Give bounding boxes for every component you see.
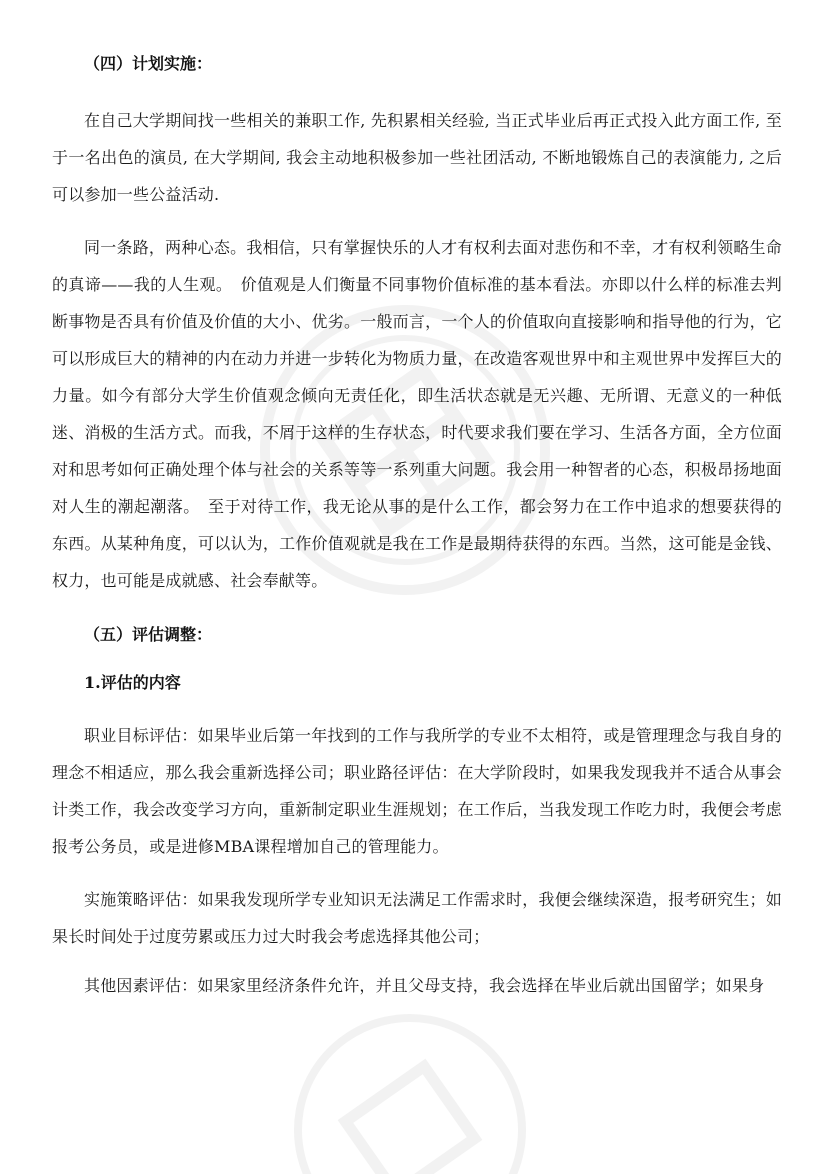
section-four-heading: （四）计划实施： bbox=[84, 54, 213, 73]
section-five-paragraph-3: 其他因素评估：如果家里经济条件允许，并且父母支持，我会选择在毕业后就出国留学；如果身 bbox=[84, 976, 765, 995]
section-five-paragraph-1: 职业目标评估：如果毕业后第一年找到的工作与我所学的专业不太相符，或是管理理念与我自身的理念不相适应，那么我会重新选择公司；职业路径评估：在大学阶段时，如果我发现我并不适合从事会计类工作，我会改变学习方向，重新制定职业生涯规划；在工作后，当我发现工作吃力时，我便会考虑报考公务员，或是进修MBA课程增加自己的管理能力。 bbox=[52, 726, 782, 856]
section-five-heading: （五）评估调整： bbox=[84, 625, 213, 644]
document-body bbox=[52, 45, 782, 1020]
section-four-paragraph-2: 同一条路，两种心态。我相信，只有掌握快乐的人才有权利去面对悲伤和不幸，才有权利领略生命的真谛——我的人生观。 价值观是人们衡量不同事物价值标准的基本看法。亦即以什么样的标准去判断事物是否具有价值及价值的大小、优劣。一般而言，一个人的价值取向直接影响和指导他的行为，它可以形成巨大的精神的内在动力并进一步转化为物质力量，在改造客观世界中和主观世界中发挥巨大的力量。如今有部分大学生价值观念倾向无责任化，即生活状态就是无兴趣、无所谓、无意义的一种低迷、消极的生活方式。而我，不屑于这样的生存状态，时代要求我们要在学习、生活各方面，全方位面对和思考如何正确处理个体与社会的关系等等一系列重大问题。我会用一种智者的心态，积极昂扬地面对人生的潮起潮落。 至于对待工作，我无论从事的是什么工作，都会努力在工作中追求的想要获得的东西。从某种角度，可以认为，工作价值观就是我在工作是最期待获得的东西。当然，这可能是金钱、权力，也可能是成就感、社会奉献等。 bbox=[52, 238, 782, 590]
section-five-paragraph-2: 实施策略评估：如果我发现所学专业知识无法满足工作需求时，我便会继续深造，报考研究生；如果长时间处于过度劳累或压力过大时我会考虑选择其他公司； bbox=[52, 890, 782, 946]
section-five-subheading: 1.评估的内容 bbox=[84, 673, 181, 692]
section-four-paragraph-1: 在自己大学期间找一些相关的兼职工作, 先积累相关经验, 当正式毕业后再正式投入此方面工作, 至于一名出色的演员, 在大学期间, 我会主动地积极参加一些社团活动, 不断地锻炼自己的表演能力, 之后可以参加一些公益活动. bbox=[52, 111, 782, 204]
